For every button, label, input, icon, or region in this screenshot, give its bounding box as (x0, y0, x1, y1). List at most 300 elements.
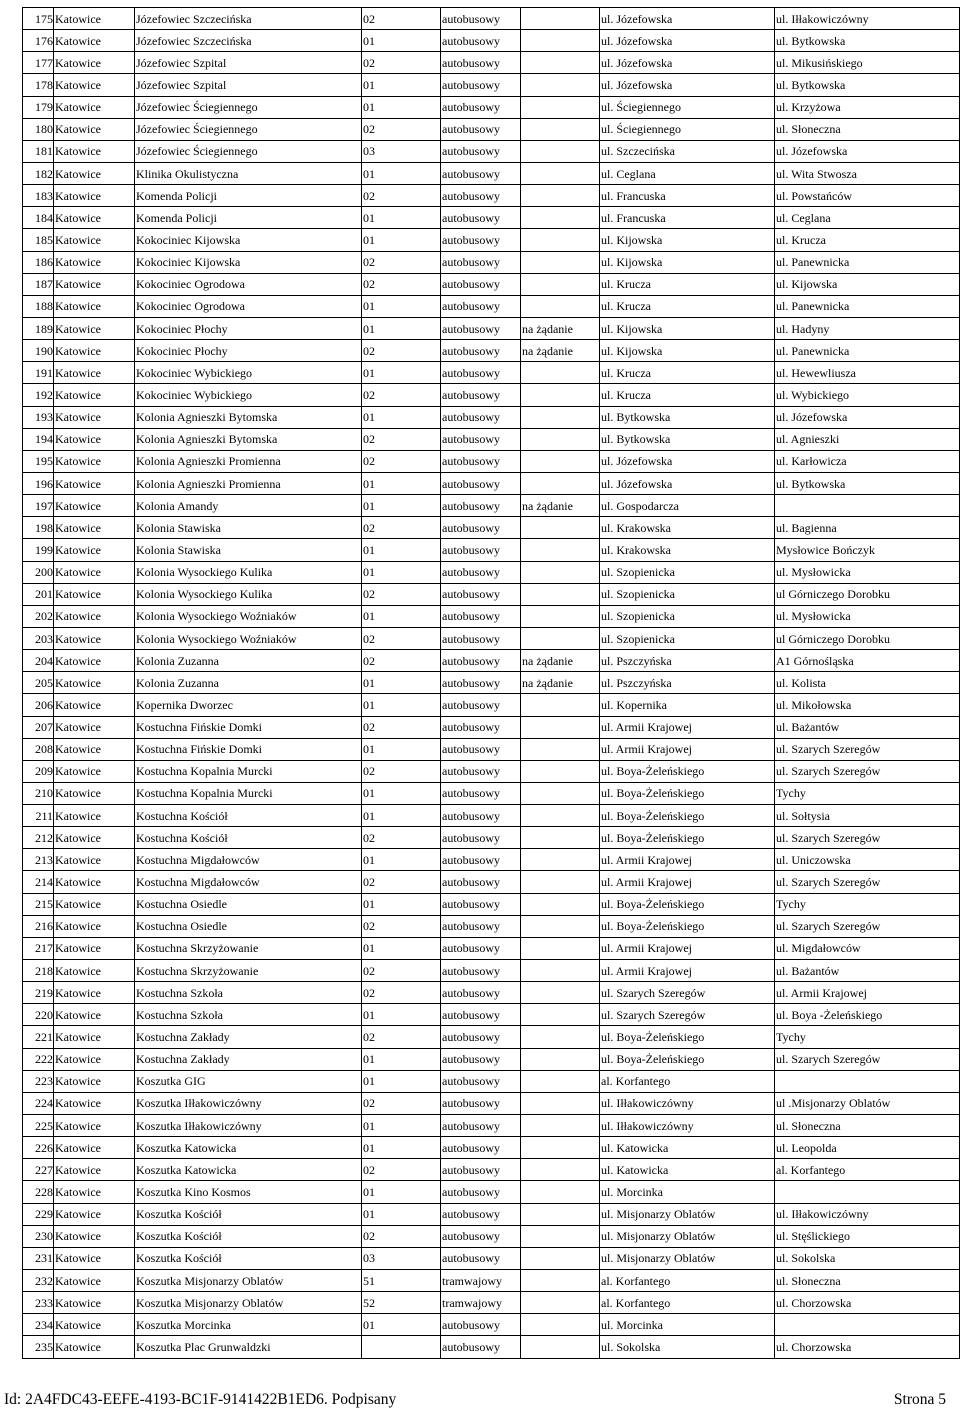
direction-cell: Tychy (775, 782, 960, 804)
city-cell: Katowice (54, 317, 135, 339)
street-cell: ul. Sokolska (600, 1336, 775, 1358)
on-request-cell (521, 605, 600, 627)
row-number-cell: 226 (23, 1137, 54, 1159)
stop-name-cell: Józefowiec Szczecińska (135, 8, 362, 30)
stop-code-cell: 52 (362, 1292, 441, 1314)
stop-type-cell: autobusowy (441, 1225, 521, 1247)
direction-cell: ul. Panewnicka (775, 340, 960, 362)
city-cell: Katowice (54, 827, 135, 849)
street-cell: ul. Misjonarzy Oblatów (600, 1225, 775, 1247)
table-row (23, 362, 960, 384)
direction-cell: ul. Kijowska (775, 273, 960, 295)
stop-name-cell: Kolonia Stawiska (135, 517, 362, 539)
street-cell: ul. Kopernika (600, 694, 775, 716)
street-cell: ul. Kijowska (600, 317, 775, 339)
direction-cell (775, 495, 960, 517)
stop-type-cell: autobusowy (441, 1203, 521, 1225)
street-cell: ul. Szopienicka (600, 605, 775, 627)
row-number-cell: 213 (23, 849, 54, 871)
stop-name-cell: Kostuchna Szkoła (135, 982, 362, 1004)
stop-name-cell: Koszutka Misjonarzy Oblatów (135, 1270, 362, 1292)
row-number-cell: 177 (23, 52, 54, 74)
stop-type-cell: autobusowy (441, 1137, 521, 1159)
stop-name-cell: Kostuchna Osiedle (135, 915, 362, 937)
row-number-cell: 198 (23, 517, 54, 539)
street-cell: ul. Józefowska (600, 450, 775, 472)
city-cell: Katowice (54, 1314, 135, 1336)
stop-name-cell: Koszutka Morcinka (135, 1314, 362, 1336)
city-cell: Katowice (54, 1137, 135, 1159)
direction-cell: ul. Panewnicka (775, 251, 960, 273)
table-row (23, 30, 960, 52)
stop-name-cell: Kokociniec Kijowska (135, 251, 362, 273)
table-row (23, 1247, 960, 1269)
city-cell: Katowice (54, 1247, 135, 1269)
stop-type-cell: autobusowy (441, 1159, 521, 1181)
street-cell: ul. Krakowska (600, 539, 775, 561)
stop-code-cell: 02 (362, 428, 441, 450)
row-number-cell: 232 (23, 1270, 54, 1292)
city-cell: Katowice (54, 362, 135, 384)
direction-cell: ul .Misjonarzy Oblatów (775, 1092, 960, 1114)
row-number-cell: 229 (23, 1203, 54, 1225)
stop-type-cell: autobusowy (441, 8, 521, 30)
city-cell: Katowice (54, 1004, 135, 1026)
stop-name-cell: Kokociniec Kijowska (135, 229, 362, 251)
stop-type-cell: autobusowy (441, 273, 521, 295)
direction-cell: ul. Wita Stwosza (775, 162, 960, 184)
stop-code-cell: 01 (362, 96, 441, 118)
table-row (23, 782, 960, 804)
stop-code-cell: 02 (362, 8, 441, 30)
street-cell: ul. Bytkowska (600, 428, 775, 450)
stop-code-cell: 01 (362, 1203, 441, 1225)
stop-name-cell: Kokociniec Płochy (135, 340, 362, 362)
stop-name-cell: Kostuchna Migdałowców (135, 871, 362, 893)
city-cell: Katowice (54, 162, 135, 184)
stop-type-cell: autobusowy (441, 472, 521, 494)
stop-name-cell: Kostuchna Kościół (135, 827, 362, 849)
on-request-cell: na żądanie (521, 317, 600, 339)
row-number-cell: 223 (23, 1070, 54, 1092)
direction-cell: ul. Uniczowska (775, 849, 960, 871)
direction-cell: ul. Sokolska (775, 1247, 960, 1269)
direction-cell: ul. Słoneczna (775, 118, 960, 140)
table-row (23, 539, 960, 561)
on-request-cell (521, 74, 600, 96)
on-request-cell (521, 406, 600, 428)
direction-cell: ul. Mikusińskiego (775, 52, 960, 74)
row-number-cell: 196 (23, 472, 54, 494)
direction-cell: ul. Krucza (775, 229, 960, 251)
direction-cell: ul. Agnieszki (775, 428, 960, 450)
city-cell: Katowice (54, 1048, 135, 1070)
direction-cell: ul. Migdałowców (775, 937, 960, 959)
stop-name-cell: Kolonia Amandy (135, 495, 362, 517)
direction-cell: ul. Mysłowicka (775, 605, 960, 627)
stop-name-cell: Kostuchna Kościół (135, 805, 362, 827)
stop-code-cell: 01 (362, 229, 441, 251)
stop-type-cell: autobusowy (441, 893, 521, 915)
row-number-cell: 222 (23, 1048, 54, 1070)
city-cell: Katowice (54, 1181, 135, 1203)
stop-type-cell: autobusowy (441, 982, 521, 1004)
row-number-cell: 216 (23, 915, 54, 937)
table-row (23, 295, 960, 317)
stop-code-cell: 02 (362, 340, 441, 362)
stop-type-cell: autobusowy (441, 517, 521, 539)
row-number-cell: 176 (23, 30, 54, 52)
stop-name-cell: Kolonia Zuzanna (135, 672, 362, 694)
stop-type-cell: autobusowy (441, 561, 521, 583)
direction-cell: ul. Chorzowska (775, 1336, 960, 1358)
stop-type-cell: autobusowy (441, 650, 521, 672)
on-request-cell (521, 118, 600, 140)
row-number-cell: 224 (23, 1092, 54, 1114)
row-number-cell: 230 (23, 1225, 54, 1247)
street-cell: ul. Kijowska (600, 340, 775, 362)
on-request-cell (521, 362, 600, 384)
stop-name-cell: Koszutka Iłłakowiczówny (135, 1115, 362, 1137)
city-cell: Katowice (54, 96, 135, 118)
city-cell: Katowice (54, 428, 135, 450)
table-row (23, 1159, 960, 1181)
table-row (23, 96, 960, 118)
stop-code-cell: 02 (362, 185, 441, 207)
row-number-cell: 204 (23, 650, 54, 672)
stop-name-cell: Komenda Policji (135, 185, 362, 207)
table-row (23, 738, 960, 760)
row-number-cell: 202 (23, 605, 54, 627)
direction-cell: ul. Kolista (775, 672, 960, 694)
bus-stops-table (22, 7, 960, 1359)
on-request-cell (521, 185, 600, 207)
row-number-cell: 184 (23, 207, 54, 229)
city-cell: Katowice (54, 982, 135, 1004)
direction-cell: ul. Leopolda (775, 1137, 960, 1159)
row-number-cell: 189 (23, 317, 54, 339)
on-request-cell (521, 140, 600, 162)
on-request-cell (521, 30, 600, 52)
stop-code-cell: 51 (362, 1270, 441, 1292)
direction-cell: ul. Słoneczna (775, 1270, 960, 1292)
stop-code-cell: 02 (362, 982, 441, 1004)
direction-cell: ul. Hewewliusza (775, 362, 960, 384)
stop-code-cell: 01 (362, 162, 441, 184)
stop-type-cell: autobusowy (441, 340, 521, 362)
street-cell: ul. Boya-Żeleńskiego (600, 893, 775, 915)
table-row (23, 1270, 960, 1292)
stop-code-cell: 02 (362, 960, 441, 982)
row-number-cell: 199 (23, 539, 54, 561)
direction-cell: ul. Armii Krajowej (775, 982, 960, 1004)
direction-cell: ul. Wybickiego (775, 384, 960, 406)
table-row (23, 605, 960, 627)
stop-code-cell: 02 (362, 1225, 441, 1247)
stop-name-cell: Kolonia Wysockiego Kulika (135, 583, 362, 605)
direction-cell: ul. Bytkowska (775, 30, 960, 52)
street-cell: ul. Armii Krajowej (600, 960, 775, 982)
stop-name-cell: Józefowiec Ściegiennego (135, 118, 362, 140)
stop-code-cell: 01 (362, 207, 441, 229)
stop-name-cell: Kostuchna Szkoła (135, 1004, 362, 1026)
stop-code-cell: 02 (362, 1159, 441, 1181)
stop-name-cell: Kolonia Agnieszki Promienna (135, 472, 362, 494)
on-request-cell (521, 561, 600, 583)
row-number-cell: 192 (23, 384, 54, 406)
table-row (23, 406, 960, 428)
direction-cell: ul. Iłłakowiczówny (775, 1203, 960, 1225)
stop-type-cell: autobusowy (441, 428, 521, 450)
city-cell: Katowice (54, 185, 135, 207)
street-cell: ul. Gospodarcza (600, 495, 775, 517)
stop-name-cell: Józefowiec Szpital (135, 52, 362, 74)
direction-cell: ul. Józefowska (775, 140, 960, 162)
stop-type-cell: autobusowy (441, 96, 521, 118)
direction-cell: ul. Hadyny (775, 317, 960, 339)
stop-type-cell: autobusowy (441, 583, 521, 605)
street-cell: ul. Szopienicka (600, 627, 775, 649)
on-request-cell (521, 1048, 600, 1070)
table-row (23, 982, 960, 1004)
stop-type-cell: autobusowy (441, 1026, 521, 1048)
table-row (23, 805, 960, 827)
street-cell: ul. Józefowska (600, 472, 775, 494)
table-row (23, 1336, 960, 1358)
stop-name-cell: Kokociniec Ogrodowa (135, 273, 362, 295)
row-number-cell: 233 (23, 1292, 54, 1314)
on-request-cell (521, 827, 600, 849)
on-request-cell (521, 472, 600, 494)
stop-code-cell: 01 (362, 1048, 441, 1070)
city-cell: Katowice (54, 1159, 135, 1181)
stop-name-cell: Kolonia Zuzanna (135, 650, 362, 672)
on-request-cell (521, 1092, 600, 1114)
street-cell: ul. Boya-Żeleńskiego (600, 782, 775, 804)
table-row (23, 561, 960, 583)
direction-cell (775, 1070, 960, 1092)
stop-name-cell: Kolonia Agnieszki Bytomska (135, 428, 362, 450)
stop-name-cell: Józefowiec Ściegiennego (135, 96, 362, 118)
table-row (23, 1092, 960, 1114)
table-row (23, 960, 960, 982)
direction-cell: ul. Chorzowska (775, 1292, 960, 1314)
city-cell: Katowice (54, 849, 135, 871)
stop-code-cell: 02 (362, 384, 441, 406)
city-cell: Katowice (54, 871, 135, 893)
on-request-cell (521, 539, 600, 561)
stop-type-cell: autobusowy (441, 1115, 521, 1137)
street-cell: ul. Boya-Żeleńskiego (600, 760, 775, 782)
row-number-cell: 203 (23, 627, 54, 649)
street-cell: ul. Szczecińska (600, 140, 775, 162)
table-row (23, 8, 960, 30)
row-number-cell: 182 (23, 162, 54, 184)
table-row (23, 672, 960, 694)
city-cell: Katowice (54, 805, 135, 827)
direction-cell: Mysłowice Bończyk (775, 539, 960, 561)
street-cell: ul. Kijowska (600, 251, 775, 273)
direction-cell: ul. Stęślickiego (775, 1225, 960, 1247)
stop-type-cell: autobusowy (441, 1048, 521, 1070)
stop-name-cell: Koszutka Kościół (135, 1247, 362, 1269)
stop-code-cell: 01 (362, 937, 441, 959)
row-number-cell: 235 (23, 1336, 54, 1358)
city-cell: Katowice (54, 650, 135, 672)
stop-code-cell: 01 (362, 30, 441, 52)
row-number-cell: 205 (23, 672, 54, 694)
stop-name-cell: Koszutka Iłłakowiczówny (135, 1092, 362, 1114)
on-request-cell (521, 583, 600, 605)
on-request-cell (521, 805, 600, 827)
table-row (23, 140, 960, 162)
stop-name-cell: Kolonia Wysockiego Woźniaków (135, 605, 362, 627)
direction-cell: ul. Bytkowska (775, 74, 960, 96)
table-row (23, 118, 960, 140)
page-number: Strona 5 (893, 1391, 946, 1408)
stop-type-cell: autobusowy (441, 450, 521, 472)
table-row (23, 1115, 960, 1137)
table-row (23, 340, 960, 362)
row-number-cell: 208 (23, 738, 54, 760)
street-cell: ul. Morcinka (600, 1181, 775, 1203)
stop-code-cell: 03 (362, 1247, 441, 1269)
stop-type-cell: autobusowy (441, 782, 521, 804)
street-cell: ul. Bytkowska (600, 406, 775, 428)
row-number-cell: 183 (23, 185, 54, 207)
on-request-cell (521, 1137, 600, 1159)
row-number-cell: 207 (23, 716, 54, 738)
on-request-cell (521, 1270, 600, 1292)
stop-type-cell: autobusowy (441, 960, 521, 982)
row-number-cell: 195 (23, 450, 54, 472)
on-request-cell (521, 96, 600, 118)
street-cell: ul. Boya-Żeleńskiego (600, 805, 775, 827)
stop-name-cell: Józefowiec Szczecińska (135, 30, 362, 52)
table-row (23, 1004, 960, 1026)
city-cell: Katowice (54, 605, 135, 627)
on-request-cell (521, 52, 600, 74)
city-cell: Katowice (54, 937, 135, 959)
stop-code-cell: 01 (362, 849, 441, 871)
stop-code-cell: 01 (362, 74, 441, 96)
on-request-cell (521, 694, 600, 716)
stop-type-cell: autobusowy (441, 1247, 521, 1269)
table-row (23, 1137, 960, 1159)
row-number-cell: 212 (23, 827, 54, 849)
stop-type-cell: autobusowy (441, 162, 521, 184)
stop-type-cell: autobusowy (441, 251, 521, 273)
stop-name-cell: Kostuchna Migdałowców (135, 849, 362, 871)
direction-cell (775, 1181, 960, 1203)
on-request-cell (521, 738, 600, 760)
stop-code-cell: 01 (362, 406, 441, 428)
stop-type-cell: autobusowy (441, 1004, 521, 1026)
stop-code-cell: 01 (362, 1181, 441, 1203)
stop-type-cell: autobusowy (441, 716, 521, 738)
stop-code-cell: 02 (362, 716, 441, 738)
street-cell: ul. Józefowska (600, 30, 775, 52)
city-cell: Katowice (54, 1270, 135, 1292)
street-cell: ul. Ściegiennego (600, 118, 775, 140)
stop-name-cell: Koszutka Katowicka (135, 1137, 362, 1159)
direction-cell: ul. Bażantów (775, 716, 960, 738)
table-row (23, 937, 960, 959)
city-cell: Katowice (54, 1203, 135, 1225)
direction-cell: ul. Karłowicza (775, 450, 960, 472)
table-row (23, 495, 960, 517)
row-number-cell: 221 (23, 1026, 54, 1048)
city-cell: Katowice (54, 1336, 135, 1358)
on-request-cell: na żądanie (521, 340, 600, 362)
row-number-cell: 181 (23, 140, 54, 162)
stop-name-cell: Józefowiec Szpital (135, 74, 362, 96)
on-request-cell (521, 1181, 600, 1203)
row-number-cell: 185 (23, 229, 54, 251)
city-cell: Katowice (54, 893, 135, 915)
row-number-cell: 228 (23, 1181, 54, 1203)
stop-name-cell: Kostuchna Osiedle (135, 893, 362, 915)
direction-cell: ul. Bażantów (775, 960, 960, 982)
city-cell: Katowice (54, 384, 135, 406)
direction-cell: ul. Iłłakowiczówny (775, 8, 960, 30)
direction-cell (775, 1314, 960, 1336)
stop-name-cell: Koszutka Plac Grunwaldzki (135, 1336, 362, 1358)
street-cell: ul. Kijowska (600, 229, 775, 251)
on-request-cell (521, 937, 600, 959)
on-request-cell (521, 1159, 600, 1181)
row-number-cell: 197 (23, 495, 54, 517)
stop-type-cell: autobusowy (441, 760, 521, 782)
stop-type-cell: autobusowy (441, 495, 521, 517)
row-number-cell: 190 (23, 340, 54, 362)
stop-code-cell: 01 (362, 1070, 441, 1092)
stop-name-cell: Kokociniec Płochy (135, 317, 362, 339)
stop-code-cell: 01 (362, 805, 441, 827)
table-row (23, 871, 960, 893)
table-row (23, 627, 960, 649)
stop-code-cell: 01 (362, 1115, 441, 1137)
street-cell: al. Korfantego (600, 1070, 775, 1092)
row-number-cell: 219 (23, 982, 54, 1004)
stop-name-cell: Kolonia Wysockiego Woźniaków (135, 627, 362, 649)
city-cell: Katowice (54, 716, 135, 738)
stop-code-cell: 01 (362, 539, 441, 561)
direction-cell: ul. Szarych Szeregów (775, 760, 960, 782)
on-request-cell (521, 251, 600, 273)
direction-cell: ul. Sołtysia (775, 805, 960, 827)
stop-type-cell: autobusowy (441, 317, 521, 339)
street-cell: ul. Krucza (600, 362, 775, 384)
street-cell: ul. Iłłakowiczówny (600, 1115, 775, 1137)
stop-name-cell: Kolonia Wysockiego Kulika (135, 561, 362, 583)
direction-cell: ul. Szarych Szeregów (775, 1048, 960, 1070)
city-cell: Katowice (54, 52, 135, 74)
table-body (23, 8, 960, 1359)
stop-name-cell: Koszutka Kino Kosmos (135, 1181, 362, 1203)
direction-cell: ul. Słoneczna (775, 1115, 960, 1137)
direction-cell: ul. Krzyżowa (775, 96, 960, 118)
row-number-cell: 210 (23, 782, 54, 804)
on-request-cell (521, 1026, 600, 1048)
row-number-cell: 217 (23, 937, 54, 959)
direction-cell: ul. Mysłowicka (775, 561, 960, 583)
stop-type-cell: autobusowy (441, 229, 521, 251)
stop-name-cell: Kostuchna Kopalnia Murcki (135, 760, 362, 782)
stop-code-cell: 01 (362, 893, 441, 915)
street-cell: ul. Boya-Żeleńskiego (600, 827, 775, 849)
stop-name-cell: Kostuchna Zakłady (135, 1026, 362, 1048)
